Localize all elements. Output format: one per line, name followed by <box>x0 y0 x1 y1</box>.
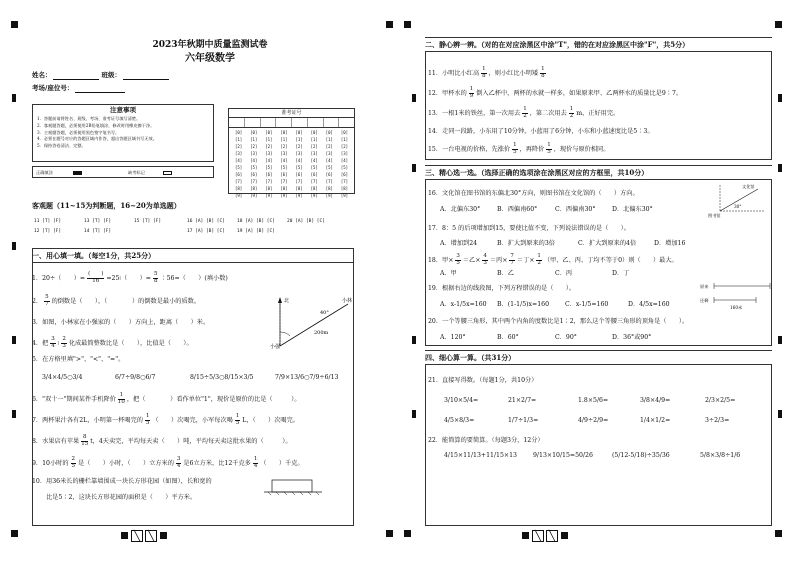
q21-item: 3/10×5/4= <box>444 397 479 404</box>
exam-id-bubble[interactable]: [5] <box>310 165 318 170</box>
exam-id-bubble[interactable]: [9] <box>265 193 273 198</box>
exam-id-column <box>231 129 246 199</box>
exam-id-bubble[interactable]: [3] <box>280 151 288 156</box>
q19-option-a: A．x-1/5x=160 <box>440 301 487 308</box>
q18-option-b: B．乙 <box>497 270 514 277</box>
mc-17[interactable]: 17 [A] [B] [C] <box>187 229 225 234</box>
question-8: 8．水果店有苹果 $\frac{8}{15}$ t，4天卖完，平均每天卖（ ）吨，平均每天卖这批水果的（ ）。 <box>32 434 292 447</box>
q21-item: 1/7÷1/3= <box>508 417 539 424</box>
footer-mark <box>522 532 529 539</box>
exam-id-bubble[interactable]: [4] <box>325 158 333 163</box>
exam-id-bubble[interactable]: [7] <box>310 179 318 184</box>
question-22: 22．能简算的要简算。（每题3分，12分） <box>428 437 544 444</box>
exam-id-bubble[interactable]: [2] <box>325 144 333 149</box>
student-info <box>32 72 222 98</box>
fill-normal-sample <box>73 171 82 175</box>
map-north-label: 北 <box>284 298 290 304</box>
fraction: $\frac{1}{8}$ <box>482 66 486 79</box>
mc-18[interactable]: 18 [A] [B] [C] <box>237 219 275 224</box>
question-17: 17．8：5 的后项增加到15，要使比值不变，下列说法错误的是（ ）。 <box>428 225 630 232</box>
q17-option-b: B．扩大到原来的3倍 <box>497 240 555 247</box>
svg-text:还剩: 还剩 <box>700 298 709 303</box>
question-16: 16．文化馆在图书馆的东偏北30°方向，则图书馆在文化馆的（ ）方向。 <box>428 190 639 197</box>
exam-id-bubble[interactable]: [7] <box>250 179 258 184</box>
question-7: 7．两杯果汁各有2L，小明第一杯喝完的 $\frac{1}{5}$ （ ）次喝完，小军每次喝 $\frac{1}{5}$ L，（ ）次喝完。 <box>32 413 299 426</box>
fraction: $\frac{1}{9}$ <box>469 86 474 99</box>
footer-x-icon: ╲ <box>546 530 558 542</box>
q5-item: 6/7÷9/8○6/7 <box>115 374 156 381</box>
side-bar-mark <box>412 94 416 102</box>
q20-option-d: D．36°或90° <box>612 334 652 341</box>
exam-id-bubble[interactable]: [2] <box>310 144 318 149</box>
exam-id-bubble[interactable]: [9] <box>295 193 303 198</box>
q20-option-b: B．60° <box>497 334 519 341</box>
question-5: 5．在方格里填">"、"<"、"="。 <box>32 356 125 363</box>
exam-id-bubble[interactable]: [5] <box>295 165 303 170</box>
exam-id-bubble[interactable]: [6] <box>325 172 333 177</box>
exam-id-column <box>276 129 291 199</box>
class-field[interactable] <box>123 73 169 80</box>
side-bar-mark <box>12 94 16 102</box>
footer-x-icon: ╲ <box>145 530 157 542</box>
q5-item: 3/4×4/5○3/4 <box>42 374 83 381</box>
notice-title: 注意事项 <box>110 106 136 114</box>
q16-option-a: A．北偏东30° <box>440 206 481 213</box>
exam-id-bubble[interactable]: [1] <box>234 137 243 142</box>
exam-id-bubble[interactable]: [4] <box>234 158 243 163</box>
exam-id-bubble[interactable]: [2] <box>265 144 273 149</box>
registration-mark-bl2 <box>386 530 393 537</box>
exam-id-bubble[interactable]: [5] <box>265 165 273 170</box>
fill-missing-label: 缺考标记 <box>128 170 145 175</box>
fraction: $\frac{8}{15}$ <box>81 434 89 447</box>
notice-line: 4．必须在题号对应的答题区域内作答，超出答题区域书写无效。 <box>37 136 157 142</box>
fraction: $\frac{5}{7}$ <box>45 294 49 307</box>
notice-line: 1．答题前请将姓名、班级、考场、准考证号填写清楚。 <box>37 116 141 122</box>
side-bar-mark <box>12 242 16 250</box>
exam-id-bubble[interactable]: [3] <box>295 151 303 156</box>
exam-id-column <box>307 129 322 199</box>
notice-box <box>32 104 214 162</box>
q21-item: 21×2/7= <box>508 397 537 404</box>
exam-id-bubble[interactable]: [5] <box>280 165 288 170</box>
name-label: 姓名： <box>32 71 52 79</box>
exam-id-bubble[interactable]: [0] <box>310 130 318 135</box>
section3-heading: 三、精心选一选。（选择正确的选项涂在涂黑区对应的方框里，共10分） <box>425 168 649 177</box>
exam-id-bubble[interactable]: [0] <box>280 130 288 135</box>
section1-heading: 一、用心填一填。（每空1分，共25分） <box>32 251 156 260</box>
question-3: 3．如图，小林家在小强家的（ ）方向上，距离（ ）米。 <box>32 319 210 326</box>
exam-id-bubble[interactable]: [0] <box>325 130 333 135</box>
q18-option-c: C．丙 <box>555 270 573 277</box>
q21-item: 1/4×1/2= <box>640 417 671 424</box>
q21-item: 3/8×4/9= <box>640 397 671 404</box>
exam-id-bubble[interactable]: [0] <box>234 130 243 135</box>
svg-text:原来: 原来 <box>700 284 709 289</box>
exam-id-bubble[interactable]: [0] <box>295 130 303 135</box>
mc-14[interactable]: 14 [T] [F] <box>84 229 112 234</box>
mc-16[interactable]: 16 [A] [B] [C] <box>187 219 225 224</box>
exam-id-bubble[interactable]: [4] <box>250 158 258 163</box>
question-18: 18．甲× $\frac{3}{5}$ ＝乙× $\frac{4}{3}$ ＝丙× $\frac{7}{7}$ ＝丁× $\frac{1}{2}$ （甲、乙、丙、丁均不等于0）则（ ）最大。 <box>428 253 678 266</box>
exam-id-bubble[interactable]: [2] <box>234 144 243 149</box>
q16-option-b: B．西偏南60° <box>497 206 538 213</box>
exam-id-bubble[interactable]: [2] <box>340 144 349 149</box>
exam-id-bubble[interactable]: [1] <box>325 137 333 142</box>
exam-id-title: 准考证号 <box>229 109 354 118</box>
registration-mark-tl <box>11 21 18 28</box>
fraction: $\frac{1}{4}$ <box>253 456 258 469</box>
question-14: 14．走同一段路，小东用了10分钟，小蓝用了6分钟，小东和小蓝速度比是5∶3。 <box>428 128 654 135</box>
room-seat-field[interactable] <box>75 86 125 93</box>
fraction: $\frac{1}{5}$ <box>145 413 150 426</box>
exam-id-bubble[interactable]: [1] <box>250 137 258 142</box>
question-6: 6．"双十一"期间某件手机降价 $\frac{1}{10}$ ，把（ ）看作单位"1"，现价是原价的比是（ ）。 <box>32 392 301 405</box>
question-1: 1．20÷（ ）= $\frac{( )}{16}$ =25∶（ ）= $\frac{5}{8}$ ∶56=（ ）(填小数) <box>32 271 228 284</box>
map-xiaoqiang-label: 小强 <box>270 344 281 350</box>
q18-option-a: A．甲 <box>440 270 457 277</box>
exam-id-column <box>322 129 337 199</box>
exam-id-bubble[interactable]: [8] <box>295 186 303 191</box>
question-10-cont: 比是5∶2，这块长方形花园的面积是（ ）平方米。 <box>46 494 197 501</box>
q22-item: 4/15×11/13+11/15×13 <box>444 452 517 459</box>
question-21: 21．直接写得数。（每题1分，共10分） <box>428 377 538 384</box>
fraction: $\frac{1}{2}$ <box>537 253 541 266</box>
exam-id-bubble[interactable]: [1] <box>265 137 273 142</box>
fraction: $\frac{2}{3}$ <box>62 336 66 349</box>
footer-mark <box>121 532 128 539</box>
side-bar-mark <box>12 410 16 418</box>
fraction: $\frac{( )}{16}$ <box>88 271 104 284</box>
exam-id-bubble[interactable]: [4] <box>265 158 273 163</box>
registration-mark-br2 <box>404 530 411 537</box>
svg-text:文化馆: 文化馆 <box>742 184 755 189</box>
exam-id-bubble[interactable]: [4] <box>340 158 349 163</box>
exam-id-bubble[interactable]: [3] <box>234 151 243 156</box>
fraction: $\frac{3}{5}$ <box>456 253 460 266</box>
exam-id-column <box>337 129 352 199</box>
q16-option-c: C．西偏南30° <box>555 206 596 213</box>
exam-id-bubble[interactable]: [8] <box>280 186 288 191</box>
fill-legend <box>32 166 214 178</box>
q19-option-d: D．4/5x=160 <box>628 301 670 308</box>
mc-19[interactable]: 19 [A] [B] [C] <box>237 229 275 234</box>
mc-20[interactable]: 20 [A] [B] [C] <box>287 219 325 224</box>
fraction: $\frac{4}{3}$ <box>483 253 487 266</box>
question-10: 10．用36米长的栅栏靠墙围成一块长方形花园（如图），长和宽的 <box>32 478 212 485</box>
footer-x-icon: ╲ <box>532 530 544 542</box>
exam-id-bubble[interactable]: [7] <box>280 179 288 184</box>
question-19: 19．根据右边的线段图，下列方程错误的是（ ）。 <box>428 285 576 292</box>
exam-id-bubble[interactable]: [6] <box>234 172 243 177</box>
exam-id-bubble[interactable]: [9] <box>234 193 243 198</box>
fill-missing-box[interactable] <box>163 171 172 175</box>
fraction: $\frac{1}{5}$ <box>513 142 517 155</box>
q20-option-a: A．120° <box>440 334 466 341</box>
exam-id-bubble[interactable]: [6] <box>280 172 288 177</box>
fraction: $\frac{1}{5}$ <box>547 142 551 155</box>
footer-x-icon: ╲ <box>131 530 143 542</box>
q5-item: 8/15÷5/3○8/15×3/5 <box>190 374 254 381</box>
map-distance-label: 200m <box>314 330 329 336</box>
exam-id-grid <box>228 108 355 198</box>
mc-12[interactable]: 12 [T] [F] <box>34 229 62 234</box>
section1-frame <box>32 248 354 526</box>
exam-id-bubble[interactable]: [3] <box>310 151 318 156</box>
exam-id-bubble[interactable]: [3] <box>265 151 273 156</box>
side-bar-mark <box>12 336 16 344</box>
section4-frame <box>425 365 772 526</box>
fraction: $\frac{1}{8}$ <box>541 66 545 79</box>
question-20: 20．一个等腰三角形，其中两个内角的度数比是1∶2，那么这个等腰三角形的顶角是（ ）。 <box>428 318 689 325</box>
side-bar-mark <box>778 410 782 418</box>
exam-id-bubble[interactable]: [7] <box>265 179 273 184</box>
class-label: 班级： <box>101 71 121 79</box>
q21-item: 4/5×8/3= <box>444 417 475 424</box>
exam-id-bubble[interactable]: [8] <box>310 186 318 191</box>
map-xiaolin-label: 小林 <box>342 298 353 304</box>
exam-id-bubble[interactable]: [5] <box>325 165 333 170</box>
exam-id-bubble[interactable]: [8] <box>340 186 349 191</box>
side-bar-mark <box>412 164 416 172</box>
q16-option-d: D．北偏东30° <box>612 206 653 213</box>
exam-id-bubble[interactable]: [2] <box>250 144 258 149</box>
q21-item: 3÷2/3= <box>705 417 730 424</box>
exam-id-bubble[interactable]: [1] <box>340 137 349 142</box>
section4-head <box>425 350 772 365</box>
q17-option-d: D．增加16 <box>654 240 686 247</box>
question-9: 9．10小时的 $\frac{2}{5}$ 是（ ）小时，（ ）立方米的 $\frac{3}{4}$ 是6立方米，比12千克多 $\frac{1}{4}$ （ ）千克。 <box>32 456 304 469</box>
section3-frame <box>425 180 772 346</box>
fraction: $\frac{1}{5}$ <box>235 413 240 426</box>
section2-heading: 二、静心辨一辨。（对的在对应涂黑区中涂"T"，错的在对应涂黑区中涂"F"，共5分） <box>425 40 690 49</box>
name-field[interactable] <box>53 73 99 80</box>
mc-13[interactable]: 13 [T] [F] <box>84 219 112 224</box>
exam-subject: 六年级数学 <box>185 53 235 64</box>
side-bar-mark <box>778 164 782 172</box>
objective-section-head <box>32 199 354 214</box>
fraction: $\frac{1}{10}$ <box>117 392 125 405</box>
exam-id-bubble[interactable]: [1] <box>310 137 318 142</box>
registration-mark-ml <box>404 21 411 28</box>
svg-text:30°: 30° <box>734 204 742 209</box>
q20-option-c: C．90° <box>555 334 577 341</box>
side-bar-mark <box>412 336 416 344</box>
q21-item: 2/3×2/5= <box>705 397 736 404</box>
q21-item: 1.8×5/6= <box>578 397 609 404</box>
exam-id-bubble[interactable]: [6] <box>250 172 258 177</box>
exam-id-bubbles <box>229 128 354 200</box>
exam-id-bubble[interactable]: [9] <box>325 193 333 198</box>
q17-option-c: C．扩大到原来的4倍 <box>578 240 637 247</box>
fill-normal-label: 正确填涂 <box>36 170 53 175</box>
side-bar-mark <box>778 94 782 102</box>
room-seat-label: 考场/座位号： <box>32 84 74 92</box>
exam-id-bubble[interactable]: [6] <box>310 172 318 177</box>
fraction: $\frac{1}{2}$ <box>569 106 574 119</box>
question-4: 4．把 $\frac{3}{4}$ ∶ $\frac{2}{3}$ 化成最简整数比是（ ），比值是（ ）。 <box>32 336 193 349</box>
registration-mark-bl <box>11 530 18 537</box>
map-angle-label: 40° <box>320 310 329 316</box>
q17-option-a: A．增加到24 <box>440 240 478 247</box>
q19-option-b: B．(1-1/5)x=160 <box>497 301 550 308</box>
exam-id-bubble[interactable]: [5] <box>234 165 243 170</box>
exam-id-bubble[interactable]: [1] <box>280 137 288 142</box>
exam-id-bubble[interactable]: [4] <box>310 158 318 163</box>
mc-answer-area <box>32 214 354 240</box>
exam-id-bubble[interactable]: [4] <box>295 158 303 163</box>
fraction: $\frac{5}{8}$ <box>153 271 158 284</box>
registration-mark-br <box>775 530 782 537</box>
exam-id-bubble[interactable]: [7] <box>295 179 303 184</box>
exam-id-bubble[interactable]: [9] <box>280 193 288 198</box>
exam-id-bubble[interactable]: [3] <box>325 151 333 156</box>
exam-id-bubble[interactable]: [0] <box>250 130 258 135</box>
exam-id-bubble[interactable]: [9] <box>310 193 318 198</box>
question-2: 2． $\frac{5}{7}$ 的倒数是（ ），（ ）的倒数是最小的质数。 <box>32 294 201 307</box>
exam-id-bubble[interactable]: [4] <box>280 158 288 163</box>
exam-id-column <box>246 129 261 199</box>
exam-id-write-row[interactable] <box>229 118 354 128</box>
exam-id-bubble[interactable]: [9] <box>250 193 258 198</box>
question-13: 13．一根1米的铁丝，第一次用去 $\frac{1}{2}$ ，第二次用去 $\frac{1}{2}$ m，正好用完。 <box>428 106 620 119</box>
exam-id-bubble[interactable]: [3] <box>340 151 349 156</box>
q22-item: (5/12-5/18)÷35/36 <box>612 452 670 459</box>
exam-id-bubble[interactable]: [2] <box>295 144 303 149</box>
mc-15[interactable]: 15 [T] [F] <box>134 219 162 224</box>
fraction: $\frac{7}{7}$ <box>510 253 514 266</box>
q18-option-d: D．丁 <box>612 270 630 277</box>
exam-id-bubble[interactable]: [8] <box>250 186 258 191</box>
side-bar-mark <box>412 410 416 418</box>
footer-mark <box>160 532 167 539</box>
objective-heading: 客观题（11~15为判断题，16~20为单选题） <box>32 201 181 210</box>
fraction: $\frac{3}{4}$ <box>176 456 181 469</box>
exam-id-bubble[interactable]: [8] <box>325 186 333 191</box>
exam-id-column <box>261 129 276 199</box>
exam-id-bubble[interactable]: [8] <box>265 186 273 191</box>
registration-mark-mr <box>386 21 393 28</box>
exam-id-bubble[interactable]: [0] <box>265 130 273 135</box>
exam-id-bubble[interactable]: [6] <box>340 172 349 177</box>
question-15: 15．一台电视的价格，先涨价 $\frac{1}{5}$ ，再降价 $\frac{1}{5}$ ，现价与原价相同。 <box>428 142 610 155</box>
notice-line: 2．客观题答题，必须使用2B铅笔填涂，修改时用橡皮擦干净。 <box>37 123 155 129</box>
q22-item: 5/8×3/8÷1/6 <box>700 452 741 459</box>
exam-id-bubble[interactable]: [7] <box>325 179 333 184</box>
notice-line: 5．保持答卷清洁、完整。 <box>37 142 86 148</box>
question-11: 11．小明比小红高 $\frac{1}{8}$ ，则小红比小明矮 $\frac{1}{8}$ <box>428 66 545 79</box>
exam-id-bubble[interactable]: [1] <box>295 137 303 142</box>
exam-id-bubble[interactable]: [3] <box>250 151 258 156</box>
exam-id-bubble[interactable]: [6] <box>265 172 273 177</box>
exam-id-bubble[interactable]: [5] <box>250 165 258 170</box>
exam-id-bubble[interactable]: [0] <box>340 130 349 135</box>
q5-item: 7/9×13/6○7/9÷6/13 <box>275 374 339 381</box>
footer-mark <box>561 532 568 539</box>
q22-item: 9/13×10/15=50/26 <box>533 452 593 459</box>
section3-head <box>425 165 772 180</box>
mc-11[interactable]: 11 [T] [F] <box>34 219 62 224</box>
exam-id-column <box>292 129 307 199</box>
side-bar-mark <box>778 336 782 344</box>
fraction: $\frac{3}{4}$ <box>51 336 55 349</box>
question-12: 12．甲杯水的 $\frac{1}{9}$ 倒入乙杯中，两杯的水就一样多，如果原来甲、乙两杯水的质量比是9∶7。 <box>428 86 683 99</box>
section2-frame <box>425 52 772 160</box>
fraction: $\frac{2}{5}$ <box>71 456 76 469</box>
exam-id-bubble[interactable]: [2] <box>280 144 288 149</box>
notice-line: 3．主观题答题，必须使用黑色签字笔书写。 <box>37 129 120 135</box>
exam-id-bubble[interactable]: [7] <box>340 179 349 184</box>
svg-text:160米: 160米 <box>730 305 743 310</box>
q19-option-c: C．x-1/5=160 <box>565 301 609 308</box>
fraction: $\frac{1}{2}$ <box>523 106 527 119</box>
exam-id-bubble[interactable]: [8] <box>234 186 243 191</box>
section2-head <box>425 37 772 52</box>
q21-item: 4/9÷2/9= <box>578 417 609 424</box>
exam-title: 2023年秋期中质量监测试卷 <box>152 40 268 50</box>
svg-text:图书馆: 图书馆 <box>708 213 721 218</box>
section4-heading: 四、细心算一算。（共31分） <box>425 353 516 362</box>
exam-id-bubble[interactable]: [9] <box>340 193 349 198</box>
registration-mark-tr <box>775 21 782 28</box>
exam-id-bubble[interactable]: [6] <box>295 172 303 177</box>
exam-id-bubble[interactable]: [7] <box>234 179 243 184</box>
exam-id-bubble[interactable]: [5] <box>340 165 349 170</box>
